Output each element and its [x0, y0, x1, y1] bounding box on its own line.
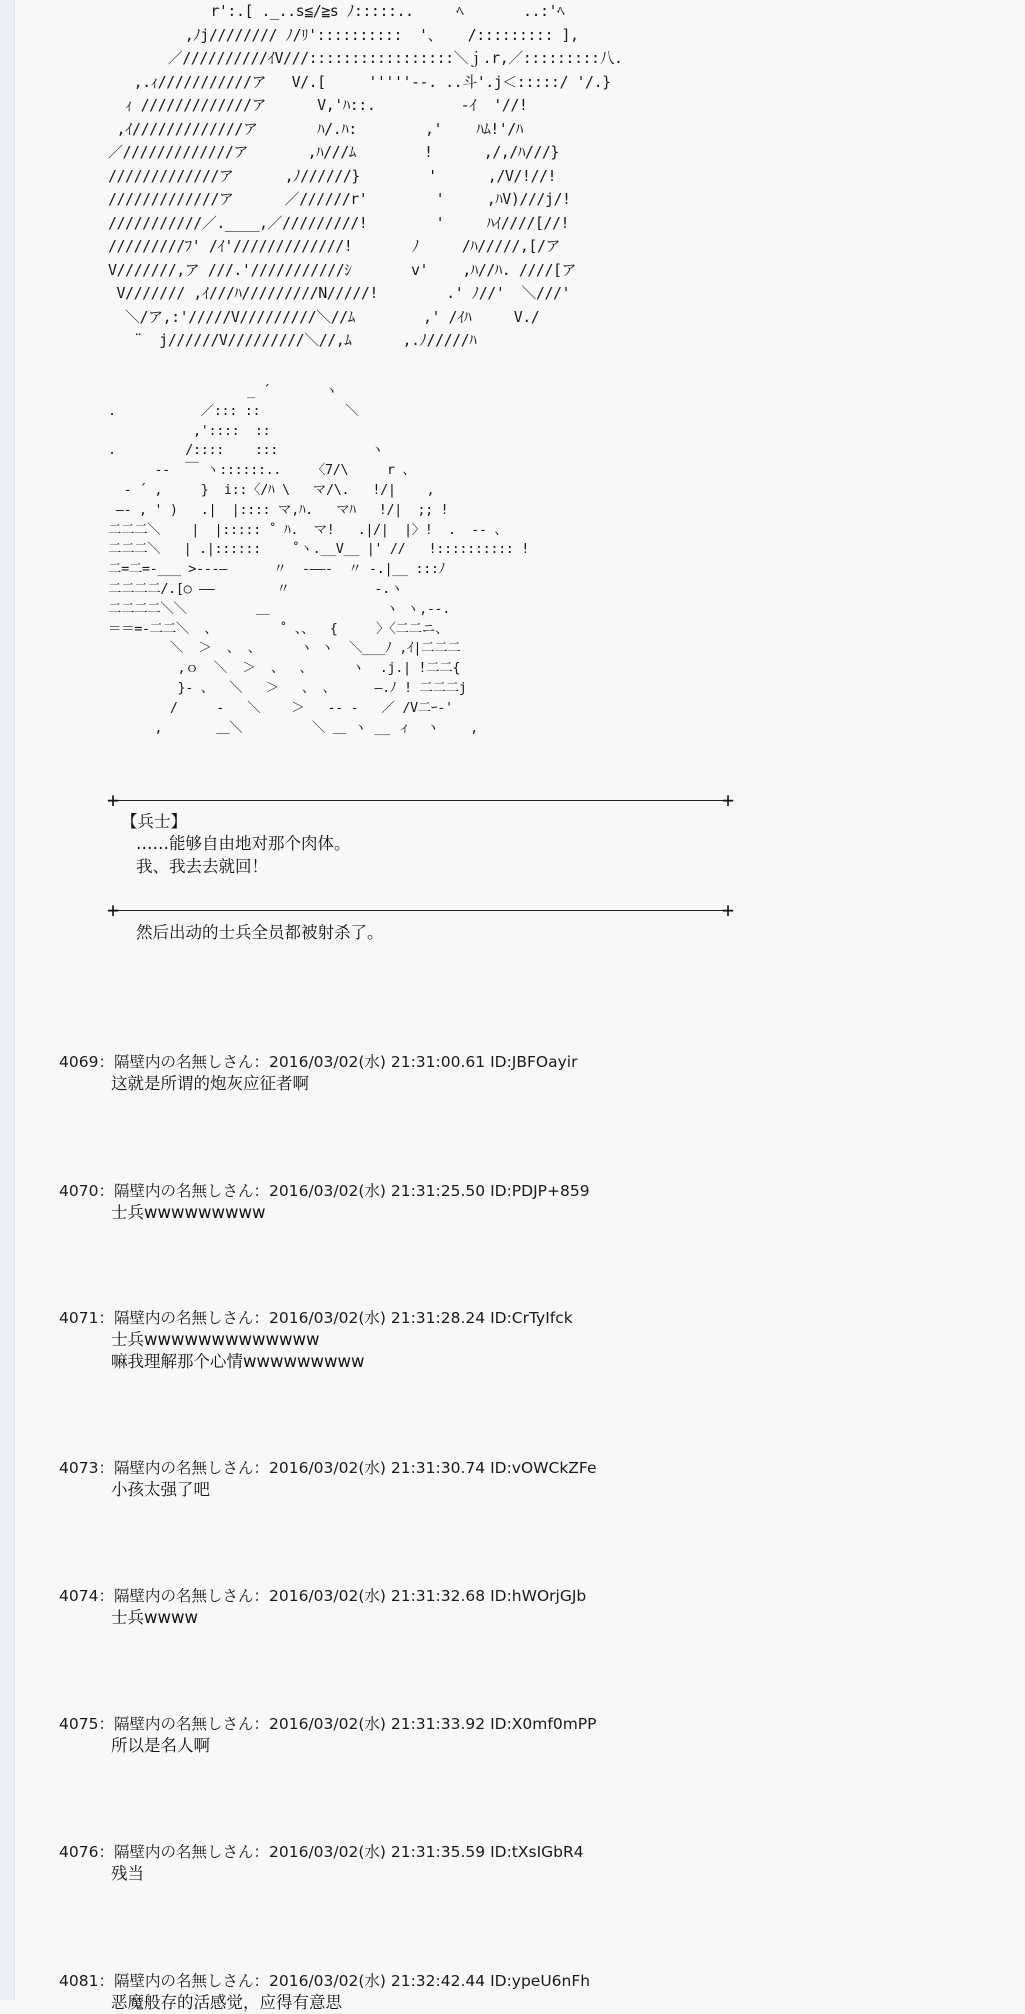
dialogue-line-1: ……能够自由地对那个肉体。	[136, 834, 351, 853]
post-header: 4076：隔壁内の名無しさん：2016/03/02(水) 21:31:35.59 ID:tXsIGbR4	[59, 1843, 584, 1861]
post	[59, 1842, 584, 1885]
divider-rule-1	[113, 800, 728, 801]
post-id: ID:JBFOayir	[490, 1053, 578, 1071]
post-body-line: 所以是名人啊	[111, 1736, 210, 1755]
post-name: 隔壁内の名無しさん	[113, 1843, 254, 1861]
dialogue-line-2: 我、我去去就回！	[136, 857, 268, 876]
post-name: 隔壁内の名無しさん	[113, 1459, 254, 1477]
post-body-line: 士兵wwwwwwwwwwwww	[111, 1330, 320, 1349]
post-date: 2016/03/02(水) 21:31:30.74	[269, 1459, 486, 1477]
post-name: 隔壁内の名無しさん	[113, 1182, 254, 1200]
post	[59, 1586, 586, 1629]
post-date: 2016/03/02(水) 21:31:28.24	[269, 1309, 486, 1327]
post-name: 隔壁内の名無しさん	[113, 1715, 254, 1733]
post-number: 4074	[59, 1587, 99, 1605]
post-number: 4081	[59, 1972, 99, 1990]
post-date: 2016/03/02(水) 21:31:33.92	[269, 1715, 486, 1733]
post-body-line: 嘛我理解那个心情wwwwwwwww	[111, 1352, 365, 1371]
post	[59, 1308, 573, 1373]
post	[59, 1458, 597, 1501]
post	[59, 1714, 596, 1757]
post-header: 4069：隔壁内の名無しさん：2016/03/02(水) 21:31:00.61 ID:JBFOayir	[59, 1053, 578, 1071]
narration-line: 然后出动的士兵全员都被射杀了。	[136, 923, 384, 942]
post-body-line: 士兵wwww	[111, 1608, 198, 1627]
post-name: 隔壁内の名無しさん	[113, 1587, 254, 1605]
post-header: 4081：隔壁内の名無しさん：2016/03/02(水) 21:32:42.44 ID:ypeU6nFh	[59, 1972, 591, 1990]
post-body-line: 小孩太强了吧	[111, 1480, 210, 1499]
speaker-label: 【兵士】	[121, 812, 187, 831]
post-number: 4075	[59, 1715, 99, 1733]
post-number: 4071	[59, 1309, 99, 1327]
post-id: ID:ypeU6nFh	[490, 1972, 591, 1990]
post-header: 4070：隔壁内の名無しさん：2016/03/02(水) 21:31:25.50 ID:PDJP+859	[59, 1182, 590, 1200]
post-date: 2016/03/02(水) 21:31:35.59	[269, 1843, 486, 1861]
post	[59, 1052, 577, 1095]
post-date: 2016/03/02(水) 21:31:25.50	[269, 1182, 486, 1200]
post-name: 隔壁内の名無しさん	[113, 1053, 254, 1071]
post-header: 4071：隔壁内の名無しさん：2016/03/02(水) 21:31:28.24 ID:CrTyIfck	[59, 1309, 573, 1327]
post-header: 4075：隔壁内の名無しさん：2016/03/02(水) 21:31:33.92 ID:X0mf0mPP	[59, 1715, 597, 1733]
post-id: ID:PDJP+859	[490, 1182, 590, 1200]
post-name: 隔壁内の名無しさん	[113, 1309, 254, 1327]
post-header: 4074：隔壁内の名無しさん：2016/03/02(水) 21:31:32.68 ID:hWOrjGJb	[59, 1587, 587, 1605]
post-number: 4069	[59, 1053, 99, 1071]
post-body-line: 这就是所谓的炮灰应征者啊	[111, 1074, 309, 1093]
post-name: 隔壁内の名無しさん	[113, 1972, 254, 1990]
post-number: 4070	[59, 1182, 99, 1200]
post-date: 2016/03/02(水) 21:31:00.61	[269, 1053, 486, 1071]
left-margin-strip	[0, 0, 15, 2000]
post	[59, 1181, 590, 1224]
ascii-art-top: r':.[ ._..s≦/≧s ﾉ:::::.. ﾍ ..:'ﾍ ,ﾉj//////// ﾉ/ﾘ':::::::::: '、 /::::::::: ], ／//////////ｲV///:::::::::::::::::＼ｊ.r,／:::::::::八. ,.ｨ///////////ア V/.[ '''''--. ..斗'.j＜:::::/ '/.} ｨ /////////////ア V,'ﾊ::. -ｲ '//! ,ｲ/////////////ア ﾊ/.ﾊ: ,' ﾊﾑ!'/ﾊ ／/////////////ア ,ﾊ///ﾑ ! ,/,/ﾊ///} /////////////ア ,ﾉ//////} ' ,/V/!//! /////////////ア ／//////r' ' ,ﾊV)///j/! ///////////／.____,／/////////! ' ﾊｲ////[//! /////////ﾌ' /ｲ'/////////////! ﾉ /ﾊ/////,[/ア V///////,ア ///.'///////////ｼ v' ,ﾊ//ﾊ. ////[ア V/////// ,ｲ///ﾊ/////////N/////! .' ﾉ//' ＼///' ＼/ア,:'/////V/////////＼//ﾑ ,' /ｲﾊ V./ ¨ j//////V/////////＼//,ﾑ ,.ﾉ/////ﾊ	[108, 2, 623, 349]
ascii-art-soldier: _ ´ ヽ . ／::: :: ＼ ,':::: :: . /:::: ::: ヽ -‐ ￣ ヽ::::::.. 〈7/\ r 、 - ´ , } i::〈/ﾊ \ マ/\. !/| , —‐ , ' ) .| |:::: マ,ﾊ. マﾊ !/| ;; ! 二二二＼ | |::::: ˚ ﾊ. マ! .|/| |〉! . -‐ 、 二二二＼ | .|:::::: ˚ヽ.__V__ |' // !:::::::::: ! 二=二=-___ >---― 〃 ‐――‐ 〃 -.|__ :::ﾉ 二二二二/.[○ ―― 〃 -.ヽ 二二二二＼＼ ＿ ヽ ヽ,--. ＝＝=-二二＼ 、 ˚ 、、 { 〉〈二二ニ、 ＼ ＞ 、 、 ヽ ヽ ＼___ﾉ ,ｲ|二二二 ,ｏ ＼ ＞ 、 、 ヽ .j.| !二二{ }- 、 ＼ ＞ 、 、 ―.ﾉ ! 二二二j / ‐ ＼ ＞ -- - ／ /V二ｰ-' , ＿＼ ＼ ＿ ヽ __ ィ ヽ ,	[108, 383, 529, 736]
post-id: ID:tXsIGbR4	[490, 1843, 584, 1861]
post-id: ID:CrTyIfck	[490, 1309, 573, 1327]
post-header: 4073：隔壁内の名無しさん：2016/03/02(水) 21:31:30.74 ID:vOWCkZFe	[59, 1459, 597, 1477]
post-number: 4076	[59, 1843, 99, 1861]
post-body-line: 恶魔般存的活感觉，应得有意思	[111, 1993, 342, 2012]
post-body-line: 残当	[111, 1864, 144, 1883]
post	[59, 1971, 590, 2014]
post-body-line: 士兵wwwwwwwww	[111, 1203, 266, 1222]
post-id: ID:vOWCkZFe	[490, 1459, 597, 1477]
divider-rule-2	[113, 910, 728, 911]
post-id: ID:hWOrjGJb	[490, 1587, 587, 1605]
post-date: 2016/03/02(水) 21:31:32.68	[269, 1587, 486, 1605]
post-number: 4073	[59, 1459, 99, 1477]
post-date: 2016/03/02(水) 21:32:42.44	[269, 1972, 486, 1990]
post-id: ID:X0mf0mPP	[490, 1715, 597, 1733]
